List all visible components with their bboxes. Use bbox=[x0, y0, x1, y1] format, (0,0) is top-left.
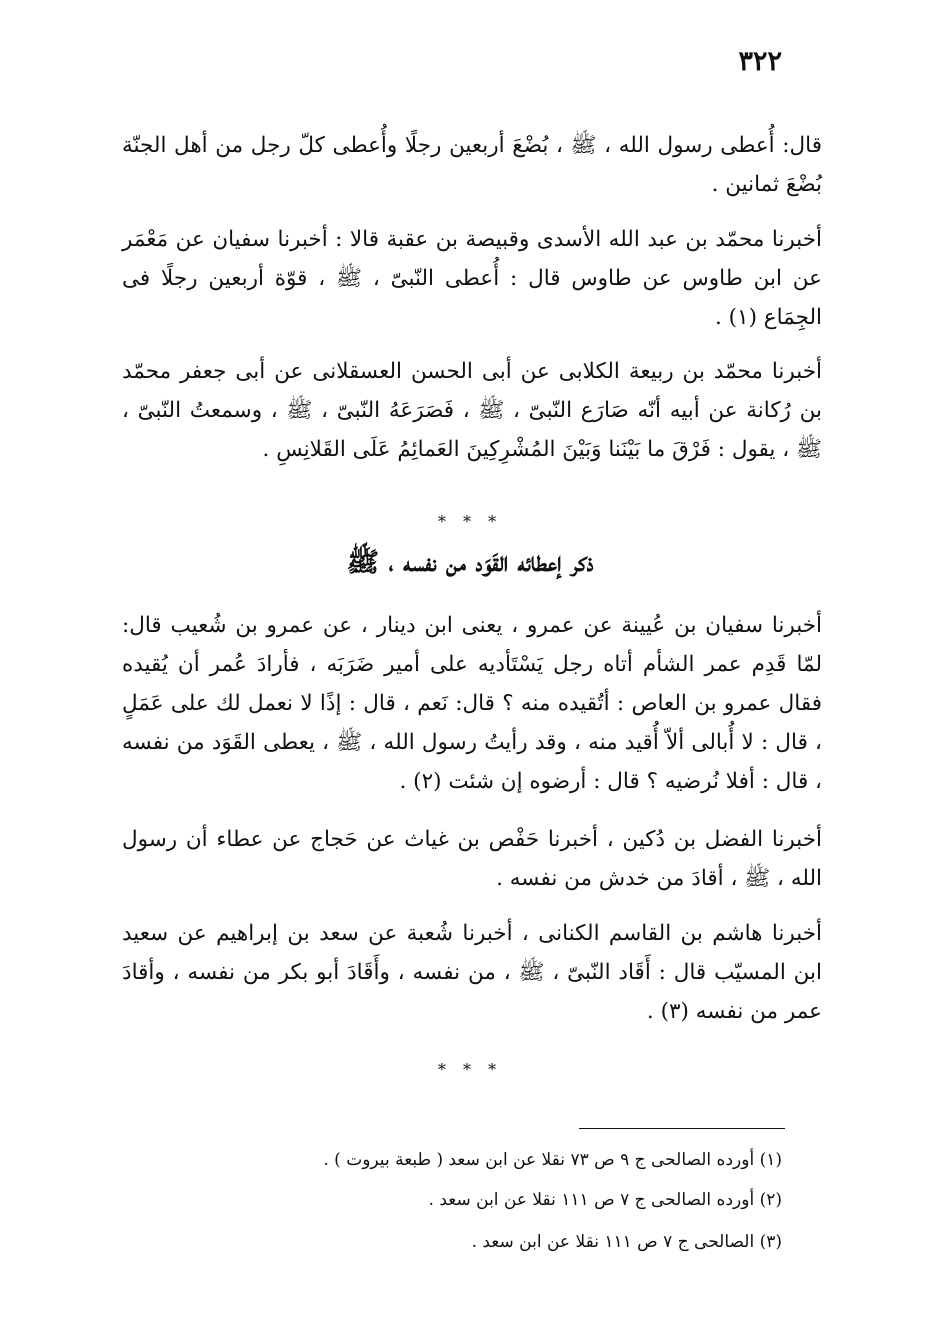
section-separator: * * * bbox=[437, 512, 503, 531]
footnote-3: (٣) الصالحى ج ٧ ص ١١١ نقلا عن ابن سعد . bbox=[471, 1232, 782, 1252]
paragraph-narration-4: أخبرنا سفيان بن عُيينة عن عمرو ، يعنى ابن دينار ، عن عمرو بن شُعيب قال: لمّا قَدِم عمر الشأم أتاه رجل يَسْتَأديه على أمير ضَرَبَه ، فأرادَ عُمر أن يُقيده فقال عمرو بن العاص : أتُقيده منه ؟ قال: نَعم ، قال : إذًا لا نعمل لك على عَمَلٍ ، قال : لا أُبالى ألاّ أُقيد منه ، وقد رأيتُ رسول الله ، ﷺ ، يعطى القَوَد من نفسه ، قال : أفلا نُرضيه ؟ قال : أرضوه إن شئت (٢) . bbox=[122, 613, 822, 794]
page-number: ٣٢٢ bbox=[738, 46, 782, 77]
section-heading: ذكر إعطائه القَوَد من نفسه ، ﷺ bbox=[346, 547, 594, 578]
end-separator: * * * bbox=[437, 1060, 503, 1079]
paragraph-narration-5: أخبرنا الفضل بن دُكين ، أخبرنا حَفْص بن غياث عن حَجاج عن عطاء أن رسول الله ، ﷺ ، أقادَ من خدش من نفسه . bbox=[122, 827, 822, 891]
paragraph-narration-2: أخبرنا محمّد بن عبد الله الأسدى وقبيصة بن عقبة قالا : أخبرنا سفيان عن مَعْمَر عن ابن طاوس عن طاوس قال : أُعطى النّبىّ ، ﷺ ، قوّة أربعين رجلًا فى الجِمَاع (١) . bbox=[122, 227, 822, 330]
paragraph-narration-6: أخبرنا هاشم بن القاسم الكنانى ، أخبرنا شُعبة عن سعد بن إبراهيم عن سعيد ابن المسيّب قال : أَقَاد النّبىّ ، ﷺ ، من نفسه ، وأَقَادَ أبو بكر من نفسه ، وأقادَ عمر من نفسه (٣) . bbox=[122, 921, 822, 1024]
footnote-2: (٢) أورده الصالحى ج ٧ ص ١١١ نقلا عن ابن سعد . bbox=[428, 1190, 782, 1210]
footnote-divider bbox=[579, 1128, 785, 1129]
paragraph-narration-3: أخبرنا محمّد بن ربيعة الكلابى عن أبى الحسن العسقلانى عن أبى جعفر محمّد بن رُكانة عن أبيه أنّه صَارَع النّبىّ ، ﷺ ، فَصَرَعَهُ النّبىّ ، ﷺ ، وسمعتُ النّبىّ ، ﷺ ، يقول : فَرْقَ ما بَيْنَنا وَبَيْنَ المُشْرِكِينَ العَمائِمُ عَلَى القَلانِسِ . bbox=[122, 359, 822, 462]
footnote-1: (١) أورده الصالحى ج ٩ ص ٧٣ نقلا عن ابن سعد ( طبعة بيروت ) . bbox=[323, 1150, 782, 1170]
paragraph-narration-1: قال: أُعطى رسول الله ، ﷺ ، بُضْعَ أربعين رجلًا وأُعطى كلّ رجل من أهل الجنّة بُضْعَ ثمانين . bbox=[122, 133, 822, 197]
